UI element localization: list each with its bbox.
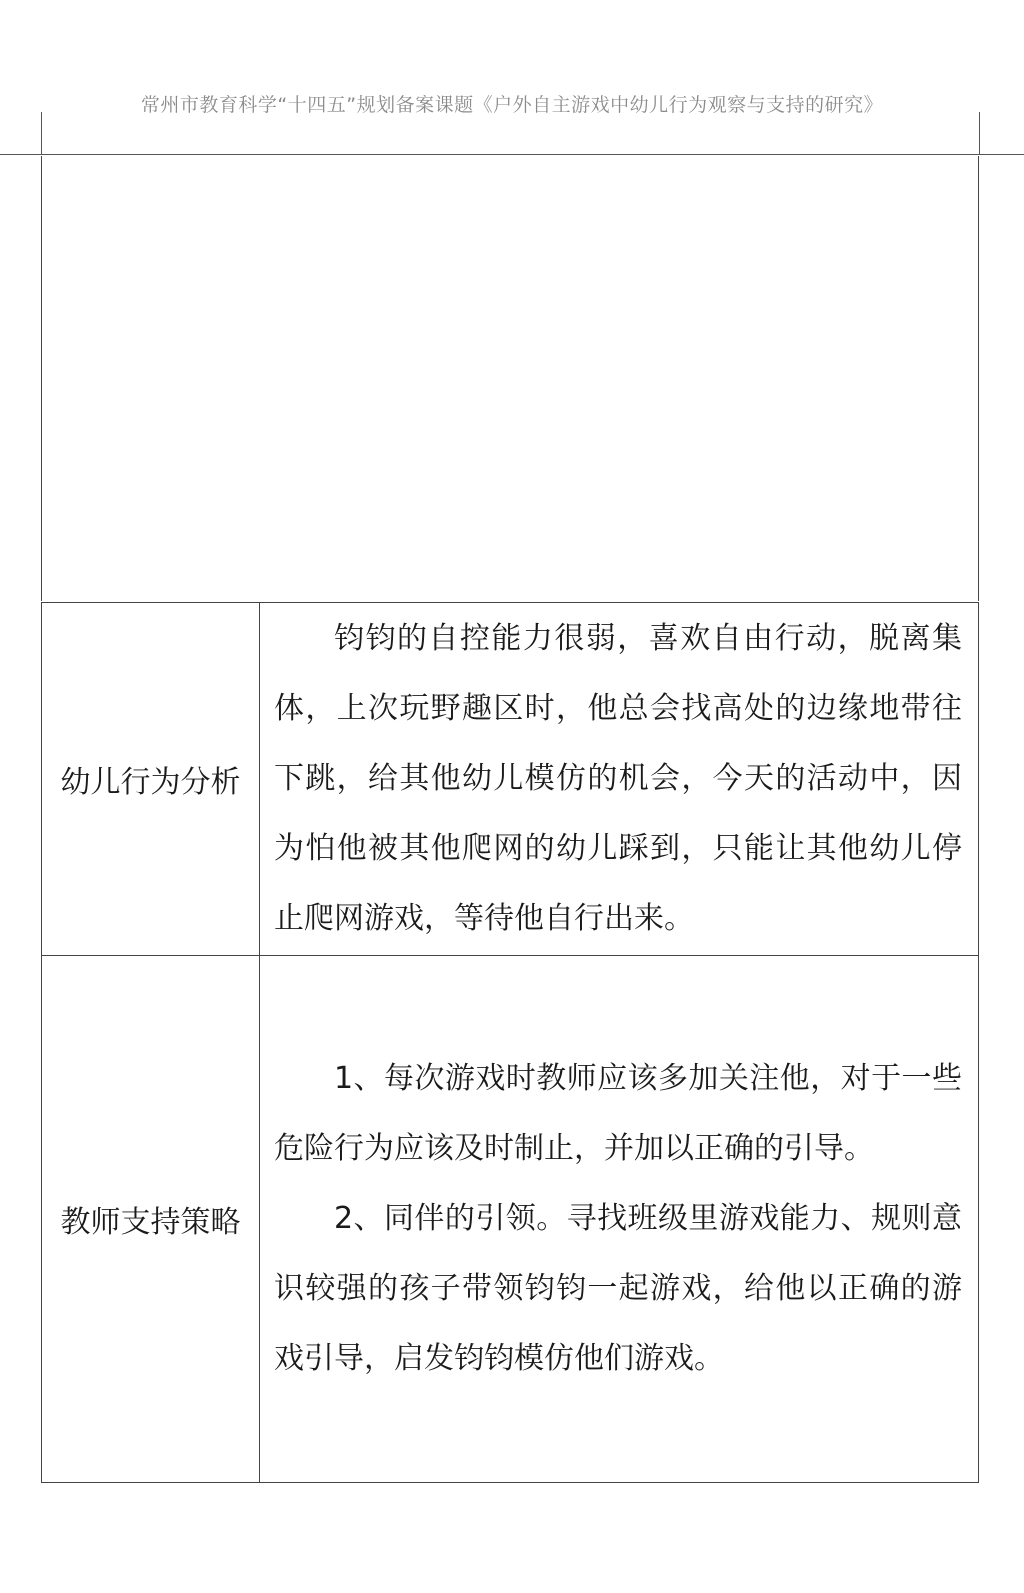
header-tick-right <box>979 112 980 154</box>
row-content-teacher-strategy <box>260 956 978 1482</box>
strategy-paragraph-2: 2、同伴的引领。寻找班级里游戏能力、规则意识较强的孩子带领钧钧一起游戏，给他以正确的游戏引导，启发钧钧模仿他们游戏。 <box>274 1201 962 1376</box>
row-label-teacher-strategy: 教师支持策略 <box>42 956 260 1482</box>
row-content-behavior-analysis <box>260 603 978 955</box>
table-row-behavior-analysis <box>41 602 979 956</box>
page-header-title: 常州市教育科学“十四五”规划备案课题《户外自主游戏中幼儿行为观察与支持的研究》 <box>140 94 884 116</box>
table-top-empty-cell <box>41 156 979 601</box>
header-rule <box>0 154 1024 155</box>
row-label-behavior-analysis: 幼儿行为分析 <box>42 603 260 955</box>
analysis-paragraph: 钧钧的自控能力很弱，喜欢自由行动，脱离集体，上次玩野趣区时，他总会找高处的边缘地带往下跳，给其他幼儿模仿的机会，今天的活动中，因为怕他被其他爬网的幼儿踩到，只能让其他幼儿停止爬网游戏，等待他自行出来。 <box>274 621 962 936</box>
strategy-paragraph-1: 1、每次游戏时教师应该多加关注他，对于一些危险行为应该及时制止，并加以正确的引导。 <box>274 1061 962 1166</box>
header-tick-left <box>41 112 42 154</box>
table-row-teacher-strategy <box>41 955 979 1483</box>
